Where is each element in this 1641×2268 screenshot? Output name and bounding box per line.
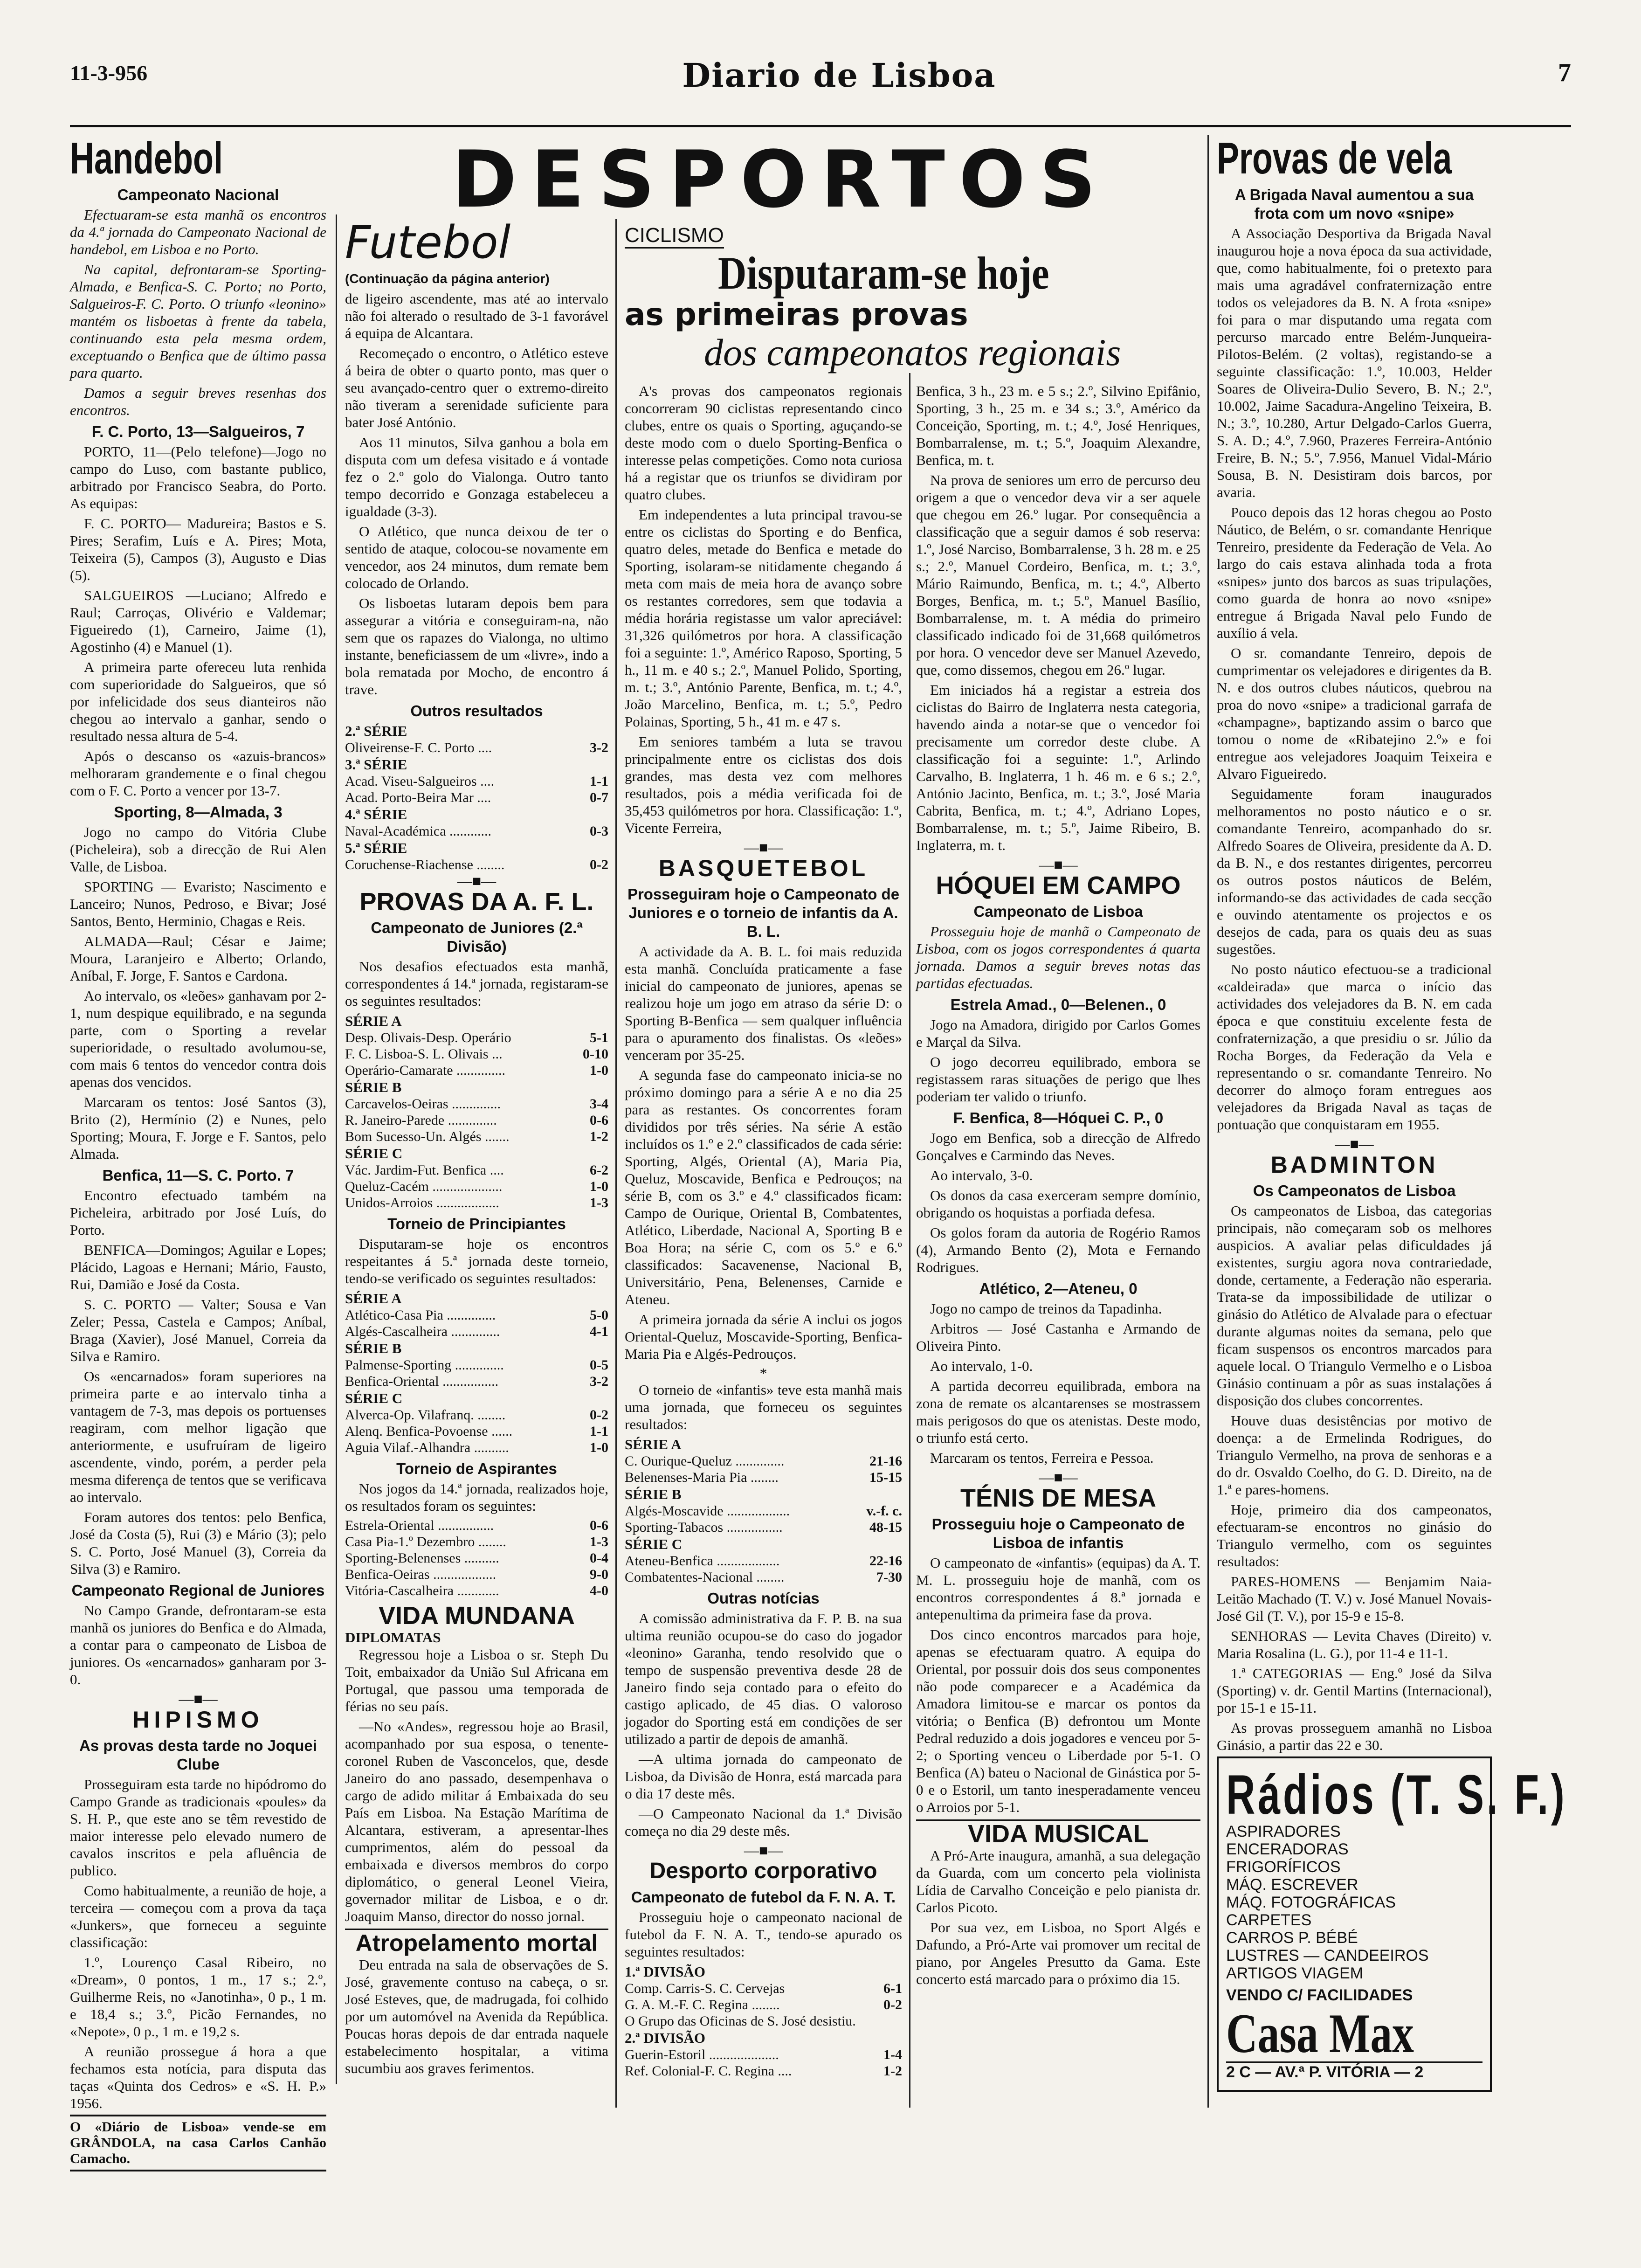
game-heading: F. C. Porto, 13—Salgueiros, 7 (91, 423, 305, 440)
ad-item: CARPETES (1226, 1911, 1312, 1929)
result-row (345, 1439, 608, 1456)
paragraph: Marcaram os tentos: José Santos (3), Brito (2), Hermínio (2) e Nunes, pelo Sporting; Moura, F. Jorge e F. Santos, pelo Almada. (70, 1094, 326, 1162)
paragraph: A actividade da A. B. L. foi mais reduzida esta manhã. Concluída praticamente a fase inicial do campeonato de juniores, apenas se realizou hoje um jogo em atraso da série D: o Sporting B-Benfica — sem qualquer influência para o apuramento dos finalistas. Os «leões» venceram por 35-25. (625, 943, 902, 1063)
result-match: Desp. Olivais-Desp. Operário (345, 1030, 511, 1045)
series-label: 5.ª SÉRIE (345, 840, 407, 856)
result-row (345, 1178, 608, 1195)
ad-item: MÁQ. FOTOGRÁFICAS (1226, 1894, 1396, 1911)
result-score: 21-16 (869, 1453, 902, 1469)
ornament-divider: —■— (744, 1842, 783, 1859)
paragraph: Prosseguiu hoje o campeonato nacional de futebol da F. N. A. T., tendo-se apurado os seguintes resultados: (625, 1909, 902, 1960)
result-row (625, 2047, 902, 2063)
series-label: SÉRIE B (345, 1340, 402, 1356)
results-list (345, 1407, 608, 1456)
result-match: Unidos-Arroios .................. (345, 1195, 499, 1210)
result-row (625, 1519, 902, 1535)
result-match: Comp. Carris-S. C. Cervejas (625, 1981, 785, 1996)
result-score: 1-2 (883, 2063, 902, 2079)
hipismo-title: HIPISMO (132, 1707, 264, 1733)
handebol-lead: Efectuaram-se esta manhã os encontros da 4.ª jornada do Campeonato Nacional de handebol, em Lisboa e no Porto. (70, 207, 326, 257)
paragraph: Após o descanso os «azuis-brancos» melhoraram grandemente e o final chegou com o F. C. Porto a vencer por 13-7. (70, 748, 326, 799)
series-label: 2.ª SÉRIE (345, 723, 407, 739)
result-match: Casa Pia-1.º Dezembro ........ (345, 1534, 506, 1549)
results-list (625, 1980, 902, 2029)
paragraph: Disputaram-se hoje os encontros respeitantes á 5.ª jornada deste torneio, tendo-se verificado os seguintes resultados: (345, 1236, 608, 1286)
continuation-note: (Continuação da página anterior) (345, 271, 550, 286)
page-number: 7 (1558, 58, 1571, 87)
result-score: 1-4 (883, 2047, 902, 2062)
result-match: R. Janeiro-Parede .............. (345, 1113, 497, 1128)
ciclismo-title-2: as primeiras provas (625, 297, 968, 332)
section-banner: DESPORTOS (452, 134, 1110, 225)
result-match: Vitória-Cascalheira ............ (345, 1583, 499, 1598)
section-heading: Outras notícias (707, 1590, 820, 1607)
result-match: Sporting-Belenenses .......... (345, 1550, 499, 1566)
results-list (345, 823, 608, 839)
series-label: SÉRIE C (345, 1390, 403, 1406)
ad-item: ARTIGOS VIAGEM (1226, 1964, 1364, 1982)
ornament-divider: —■— (1335, 1135, 1374, 1152)
result-row (345, 1128, 608, 1145)
vela-column (1217, 133, 1567, 2117)
result-row (345, 1046, 608, 1062)
game-heading: Benfica, 11—S. C. Porto. 7 (102, 1167, 294, 1184)
ad-tagline: VENDO C/ FACILIDADES (1226, 1986, 1413, 2004)
result-score: 9-0 (590, 1567, 608, 1582)
result-score: 0-10 (583, 1046, 608, 1062)
paragraph: F. C. PORTO— Madureira; Bastos e S. Pires; Serafim, Luís e A. Pires; Mota, Teixeira (5), Campos (3), Augusto e Dias (5). (70, 515, 326, 583)
paragraph: Os golos foram da autoria de Rogério Ramos (4), Armando Bento (2), Mota e Fernando Rodrigues. (916, 1224, 1200, 1275)
series-label: SÉRIE A (625, 1436, 682, 1452)
section-heading: Torneio de Aspirantes (396, 1460, 557, 1477)
radio-advertisement (1217, 1756, 1567, 2092)
handebol-column (70, 133, 326, 2166)
paragraph: —O Campeonato Nacional da 1.ª Divisão começa no dia 29 deste mês. (625, 1805, 902, 1839)
futebol-column (345, 216, 608, 2117)
issue-date: 11-3-956 (70, 61, 148, 85)
vela-title: Provas de vela (1217, 133, 1452, 183)
paragraph: Em iniciados há a registar a estreia dos ciclistas do Bairro de Inglaterra nesta categoria, havendo ainda a notar-se que o vencedor foi precisamente um corredor deste clube. A classificação foi a seguinte: 1.º, Arlindo Carvalho, B. Inglaterra, 1 h. 46 m. e 6 s.; 2.º, António Jacinto, Benfica, m. t.; 3.º, José Maria Cabrita, Benfica, m. t.; 4.º, Adriano Lopes, Bombarralense, m. t.; 5.º, Jaime Ribeiro, B. Inglaterra, m. t. (916, 682, 1200, 853)
paragraph: SALGUEIROS —Luciano; Alfredo e Raul; Carroças, Olivério e Valdemar; Figueiredo (1), Carneiro, Jaime (1), Agostinho (4) e Manuel (1). (70, 587, 326, 655)
provas-afl-title: PROVAS DA A. F. L. (359, 888, 594, 916)
results-list (345, 740, 608, 756)
newspaper-name: Diario de Lisboa (682, 56, 996, 95)
result-score: 6-1 (883, 1981, 902, 1996)
paragraph: Deu entrada na sala de observações de S. José, gravemente contuso na cabeça, o sr. José Esteves, que, de madrugada, foi colhido por um automóvel na Avenida da República. Poucas horas depois de dar entrada naquele estabelecimento hospitalar, a vitima sucumbiu aos graves ferimentos. (345, 1957, 608, 2076)
column-divider (1207, 135, 1209, 2108)
paragraph: A segunda fase do campeonato inicia-se no próximo domingo para a série A e no dia 25 para as restantes. Os concorrentes foram divididos por três séries. Na série A estão incluídos os 1.º e 2.º classificados de cada série: Sporting, Algés, Oriental (A), Maria Pia, Queluz, Moscavide, Benfica e Pedrouços; na série B, com os 3.º e 4.º classificados ficam: Campo de Ourique, Oriental B, Combatentes, Atlético, Liberdade, Nacional A, Sporting B e Boa Hora; na série C, com os 5.º e 6.º classificados: Sacavenense, Nacional B, Universitário, Pena, Belenenses, Carnide e Ateneu. (625, 1067, 902, 1307)
result-row (345, 1307, 608, 1323)
hoquei-lead: Prosseguiu hoje de manhã o Campeonato de Lisboa, com os jogos correspondentes á quarta jornada. Damos a seguir breves notas das partidas efectuadas. (916, 923, 1200, 991)
paragraph: Os lisboetas lutaram depois bem para assegurar a vitória e conseguiram-na, não sem que os rapazes do Vialonga, no ultimo instante, beneficiassem de um «livre», indo a bola rematada por Mocho, de encontro á trave. (345, 595, 608, 698)
result-row (345, 1096, 608, 1112)
ornament-divider: —■— (1039, 1469, 1078, 1486)
paragraph: O Atlético, que nunca deixou de ter o sentido de ataque, colocou-se novamente em vencedor, aos 24 minutos, dum remate bem colocado de Orlando. (345, 523, 608, 591)
result-row (345, 1195, 608, 1211)
series-label: SÉRIE A (345, 1290, 402, 1307)
result-score: 1-0 (590, 1440, 608, 1455)
result-row (345, 1407, 608, 1423)
result-match: Estrela-Oriental ................ (345, 1518, 494, 1533)
results-list (345, 857, 608, 873)
result-match: Aguia Vilaf.-Alhandra .......... (345, 1440, 509, 1455)
paragraph: ALMADA—Raul; César e Jaime; Moura, Laranjeiro e Alberto; Orlando, Aníbal, F. Jorge, F. Santos e Cardona. (70, 933, 326, 984)
result-score: 1-0 (590, 1063, 608, 1078)
result-match: Oliveirense-F. C. Porto .... (345, 740, 492, 755)
column-divider (336, 214, 337, 2084)
results-list (345, 1162, 608, 1211)
ornament-divider: —■— (1039, 856, 1078, 873)
ad-item-list (1226, 1823, 1482, 1982)
result-row (625, 1503, 902, 1519)
paragraph: Jogo no campo do Vitória Clube (Picheleira), sob a direcção de Rui Alen Valle, de Lisboa. (70, 824, 326, 875)
result-row (345, 1162, 608, 1178)
result-match: Bom Sucesso-Un. Algés ....... (345, 1129, 510, 1144)
ornament-divider: —■— (457, 872, 496, 889)
result-row (625, 1980, 902, 1997)
handebol-lead-3: Damos a seguir breves resenhas dos encontros. (70, 385, 326, 418)
paragraph: A comissão administrativa da F. P. B. na sua ultima reunião ocupou-se do caso do jogador «leonino» Garanha, tendo resolvido que o tempo de suspensão preventiva desde 28 de Janeiro findo seja contado para o efeito do castigo aplicado, de 45 dias. O valoroso jogador do Sporting está em condições de ser utilizado a partir de depois de amanhã. (625, 1610, 902, 1747)
result-match: Sporting-Tabacos ................ (625, 1520, 783, 1535)
result-match: Guerin-Estoril .................... (625, 2047, 779, 2062)
result-match: Benfica-Oriental ................ (345, 1374, 499, 1389)
paragraph: No posto náutico efectuou-se a tradicional «caldeirada» que marca o início das actividades dos velejadores da B. N. em cada época e que constituiu excelente festa de confraternização, a que presidiu o sr. Júlio da Rocha Borges, da Federação da Vela e representando o sr. comandante Tenreiro. No decorrer do almoço foram entregues aos velejadores da Brigada Naval as taças de pontuação que conquistaram em 1955. (1217, 961, 1492, 1133)
result-match: Benfica-Oeiras .................. (345, 1567, 496, 1582)
results-list (345, 1517, 608, 1599)
result-match: Queluz-Cacém .................... (345, 1179, 503, 1194)
paragraph: As provas prosseguem amanhã no Lisboa Ginásio, a partir das 22 e 30. (1217, 1720, 1492, 1753)
paragraph: Arbitros — José Castanha e Armando de Oliveira Pinto. (916, 1321, 1200, 1354)
paragraph: Marcaram os tentos, Ferreira e Pessoa. (930, 1450, 1154, 1466)
result-row (345, 1030, 608, 1046)
paragraph: O campeonato de «infantis» (equipas) da A. T. M. L. prosseguiu hoje de manhã, com os encontros correspondentes á 8.ª jornada e antepenultima da primeira fase da prova. (916, 1555, 1200, 1623)
result-match: Ref. Colonial-F. C. Regina .... (625, 2063, 792, 2079)
ciclismo-kicker: CICLISMO (625, 224, 724, 249)
series-label: SÉRIE C (625, 1536, 683, 1552)
paragraph: SPORTING — Evaristo; Nascimento e Lanceiro; Nunos, Pedroso, e Bivar; José Santos, Bento, Herminio, Chagas e Reis. (70, 878, 326, 929)
ad-item: ENCERADORAS (1226, 1840, 1349, 1858)
result-score: 0-7 (590, 790, 608, 805)
paragraph: Na prova de seniores um erro de percurso deu origem a que o vencedor deva vir a ser aquele que chegou em 26.º lugar. Por consequência a classificação que a seguir damos é sob reserva: 1.º, José Narciso, Bombarralense, 3 h. 28 m. e 25 s.; 2.º, Manuel Cordeiro, Benfica, m. t.; 3.º, Mário Raimundo, Benfica, m. t.; 4.º, Alberto Borges, Benfica, m. t.; 5.º, Manuel Basílio, Bombarralense, m. t. A média do primeiro classificado indicado foi de 31,668 quilómetros por hora. O vencedor deve ser Manuel Azevedo, que, como dissemos, chegou em 26.º lugar. (916, 472, 1200, 678)
series-label: SÉRIE C (345, 1145, 403, 1162)
results-list (625, 1503, 902, 1535)
paragraph: de ligeiro ascendente, mas até ao intervalo não foi alterado o resultado de 3-1 favorável á equipa de Alcantara. (345, 290, 608, 341)
distribution-note: O «Diário de Lisboa» vende-se em GRÂNDOLA, na casa Carlos Canhão Camacho. (70, 2115, 326, 2171)
basquetebol-subtitle: Prosseguiram hoje o Campeonato de Juniores e o torneio de infantis da A. B. L. (627, 885, 900, 940)
handebol-title: Handebol (70, 133, 223, 183)
result-row (625, 1569, 902, 1585)
result-score: 4-1 (590, 1324, 608, 1339)
result-match: Ateneu-Benfica .................. (625, 1553, 780, 1569)
result-match: Belenenses-Maria Pia ........ (625, 1470, 779, 1485)
result-score: 48-15 (869, 1520, 902, 1535)
game-heading: Estrela Amad., 0—Belenen., 0 (950, 996, 1166, 1013)
result-row (625, 1453, 902, 1469)
paragraph: Em seniores também a luta se travou principalmente entre os ciclistas dos dois grandes, mas desta vez com melhores resultados, pois a média verificada foi de 35,453 quilómetros por hora. Classificação: 1.º, Vicente Ferreira, (625, 733, 902, 836)
atropelamento-title: Atropelamento mortal (345, 1929, 608, 1956)
vela-subtitle: A Brigada Naval aumentou a sua frota com um novo «snipe» (1234, 186, 1474, 222)
handebol-lead-2: Na capital, defrontaram-se Sporting-Almada, e Benfica-S. C. Porto; no Porto, Salgueiros-F. C. Porto. O triunfo «leonino» mantém os lisboetas à frente da tabela, continuando esta pela mesma ordem, exceptuando o Benfica que de último passa para quarto. (70, 261, 326, 381)
ad-address: 2 C — AV.ª P. VITÓRIA — 2 (1226, 2061, 1482, 2081)
result-row (345, 740, 608, 756)
column-divider (615, 219, 617, 2108)
results-list (345, 1357, 608, 1390)
hoquei-title: HÓQUEI EM CAMPO (936, 871, 1181, 899)
result-row (345, 1566, 608, 1583)
paragraph: Jogo no campo de treinos da Tapadinha. (930, 1300, 1162, 1317)
result-score: 0-5 (590, 1357, 608, 1373)
paragraph: Jogo em Benfica, sob a direcção de Alfredo Gonçalves e Carmindo das Neves. (916, 1130, 1200, 1163)
paragraph: O torneio de «infantis» teve esta manhã mais uma jornada, que forneceu os seguintes resultados: (625, 1382, 902, 1432)
series-label: 4.ª SÉRIE (345, 806, 407, 823)
series-label: SÉRIE B (625, 1486, 682, 1502)
paragraph: Houve duas desistências por motivo de doença: a de Ermelinda Rodrigues, do Triangulo Vermelho, na prova de senhoras e a do dr. Osvaldo Coelho, do G. D. Direito, na de 1.ª e pares-homens. (1217, 1412, 1492, 1498)
tenis-subtitle: Prosseguiu hoje o Campeonato de Lisboa de infantis (931, 1515, 1185, 1551)
result-score: 6-2 (590, 1162, 608, 1178)
result-score: 0-6 (590, 1113, 608, 1128)
paragraph: Em independentes a luta principal travou-se entre os ciclistas do Sporting e do Benfica, quatro deles, metade do Benfica e metade do Sporting, isolaram-se nitidamente chegando á meta com mais de meia hora de avanço sobre os restantes corredores, sem que todavia a média horária registasse um valor apreciável: 31,326 quilómetros por hora. A classificação foi a seguinte: 1.º, Américo Raposo, Sporting, 5 h., 11 m. e 40 s.; 2.º, Manuel Polido, Sporting, m. t.; 3.º, António Parente, Benfica, m. t.; 4.º, João Marcelino, Benfica, m. t.; 5.º, Pedro Polainas, Sporting, 5 h., 41 m. e 47 s. (625, 506, 902, 730)
result-match: G. A. M.-F. C. Regina ........ (625, 1997, 780, 2012)
tenis-title: TÉNIS DE MESA (960, 1484, 1157, 1512)
paragraph: 1.º, Lourenço Casal Ribeiro, no «Dream», 0 pontos, 1 m., 17 s.; 2.º, Guilherme Reis, no «Janotinha», 0 p., 1 m. e 18,4 s.; 3.º, Picão Fernandes, no «Nepote», 0 p., 1 m. e 19,2 s. (70, 1954, 326, 2040)
ad-store-name: Casa Max (1226, 2002, 1414, 2064)
paragraph: Encontro efectuado também na Picheleira, arbitrado por José Luís, do Porto. (70, 1187, 326, 1238)
paragraph: S. C. PORTO — Valter; Sousa e Van Zeler; Pessa, Castela e Campos; Aníbal, Braga (Xavier), José Manuel, Correia da Silva e Ramiro. (70, 1296, 326, 1364)
hipismo-subtitle: As provas desta tarde no Joquei Clube (79, 1737, 317, 1773)
result-match: Atlético-Casa Pia .............. (345, 1307, 496, 1323)
paragraph: —A ultima jornada do campeonato de Lisboa, da Divisão de Honra, está marcada para o dia 17 deste mês. (625, 1751, 902, 1802)
paragraph: Benfica, 3 h., 23 m. e 5 s.; 2.º, Silvino Epifânio, Sporting, 3 h., 25 m. e 34 s.; 3.º, Américo da Conceição, Sporting, m. t.; 4.º, José Henriques, Bombarralense, m. t.; 5.º, Joaquim Alexandre, Benfica, m. t. (916, 383, 1200, 468)
ciclismo-title-3: dos campeonatos regionais (704, 331, 1121, 373)
result-match: Algés-Cascalheira .............. (345, 1324, 500, 1339)
result-row (345, 1373, 608, 1390)
paragraph: Aos 11 minutos, Silva ganhou a bola em disputa com um defesa visitado e á vontade fez o 2.º golo do Vialonga. Outro tanto tempo decorrido e Gonzaga estabeleceu a igualdade (3-3). (345, 434, 608, 519)
paragraph: SENHORAS — Levita Chaves (Direito) v. Maria Rosalina (L. G.), por 11-4 e 11-1. (1217, 1628, 1492, 1661)
results-list (345, 1096, 608, 1145)
masthead-rule (70, 125, 1571, 127)
ciclismo-title-1: Disputaram-se hoje (718, 247, 1049, 299)
result-score: 7-30 (876, 1570, 902, 1585)
result-score: 3-2 (590, 740, 608, 755)
hoquei-subtitle: Campeonato de Lisboa (973, 903, 1143, 920)
series-label: 2.ª DIVISÃO (625, 2030, 705, 2046)
masthead (70, 56, 1571, 98)
result-match: Alenq. Benfica-Povoense ...... (345, 1424, 513, 1439)
paragraph: Como habitualmente, a reunião de hoje, a terceira — começou com a prova da taça «Junkers», que forneceu a seguinte classificação: (70, 1882, 326, 1950)
paragraph: Pouco depois das 12 horas chegou ao Posto Náutico, de Belém, o sr. comandante Henrique Tenreiro, presidente da Federação de Vela. Ao largo do cais estava alinhada toda a frota «snipes» junto dos barcos as suas tripulações, como guarda de honra ao novo «snipe» entregue á Brigada Naval pelo Fundo de auxílio á vela. (1217, 504, 1492, 641)
ad-item: FRIGORÍFICOS (1226, 1858, 1341, 1876)
column-divider (909, 373, 910, 2108)
result-row (625, 1469, 902, 1486)
paragraph: PORTO, 11—(Pelo telefone)—Jogo no campo do Luso, com bastante publico, arbitrado por Francisco Seabra, do Porto. As equipas: (70, 443, 326, 512)
paragraph: —No «Andes», regressou hoje ao Brasil, acompanhado por sua esposa, o tenente-coronel Ruben de Vasconcelos, que, desde Janeiro do ano passado, desempenhava o cargo de adido militar á Embaixada do seu País em Lisboa. Na Estação Marítima de Alcantara, estiveram, a apresentar-lhes cumprimentos, além do pessoal da embaixada e diversos membros do corpo diplomático, o general Leonel Vieira, governador militar de Lisboa, e o dr. Joaquim Manso, director do nosso jornal. (345, 1718, 608, 1924)
result-match: Coruchense-Riachense ........ (345, 857, 505, 872)
result-row (345, 857, 608, 873)
paragraph: Dos cinco encontros marcados para hoje, apenas se efectuaram quatro. A equipa do Oriental, por possuir dois dos seus componentes não pode comparecer e a Académica da Amadora limitou-se e marcar os pontos da vitória; o Benfica (B) defrontou um Monte Pedral reduzido a dois jogadores e venceu por 5-2; o Sporting venceu o Liberdade por 5-1. O Benfica (A) bateu o Nacional de Ginástica por 5-0 e o Estoril, um tanto inesperadamente venceu o Arroios por 5-1. (916, 1626, 1200, 1815)
result-score: 0-6 (590, 1518, 608, 1533)
result-row (345, 1583, 608, 1599)
game-heading: Atlético, 2—Ateneu, 0 (979, 1280, 1138, 1297)
badminton-title: BADMINTON (1270, 1152, 1438, 1178)
paragraph: Os «encarnados» foram superiores na primeira parte e ao intervalo tinha a vantagem de 7-3, mas depois os portuenses reagiram, com melhor ligação que anteriormente, e usufruíram de ligeiro ascendente, vindo, porém, a perder pela mesma diferença de tentos que se verificava ao intervalo. (70, 1368, 326, 1505)
result-row (345, 1323, 608, 1340)
results-heading: Outros resultados (410, 702, 543, 719)
game-heading: F. Benfica, 8—Hóquei C. P., 0 (953, 1109, 1164, 1127)
paragraph: O jogo decorreu equilibrado, embora se registassem raras situações de perigo que lhes poderiam ter valido o triunfo. (916, 1054, 1200, 1105)
result-score: v.-f. c. (866, 1503, 902, 1519)
result-match: Acad. Viseu-Salgueiros .... (345, 774, 495, 789)
paragraph: Regressou hoje a Lisboa o sr. Steph Du Toit, embaixador da União Sul Africana em Portugal, que passou uma temporada de férias no seu país. (345, 1646, 608, 1715)
result-match: Vác. Jardim-Fut. Benfica .... (345, 1162, 504, 1178)
paragraph: A reunião prossegue á hora a que fechamos esta notícia, para disputa das taças «Quinta dos Cedros» e «S. H. P.» 1956. (70, 2043, 326, 2111)
result-score: 1-0 (590, 1179, 608, 1194)
section-heading: Campeonato de Juniores (2.ª Divisão) (371, 919, 583, 955)
result-row (625, 2013, 902, 2029)
result-score: 1-3 (590, 1534, 608, 1549)
paragraph: Nos desafios efectuados esta manhã, correspondentes á 14.ª jornada, registaram-se os seguintes resultados: (345, 958, 608, 1009)
section-heading: Torneio de Principiantes (387, 1215, 566, 1232)
result-score: 1-1 (590, 774, 608, 789)
paragraph: PARES-HOMENS — Benjamim Naia-Leitão Machado (T. V.) v. José Manuel Novais-José Gil (T. V.), por 15-9 e 15-8. (1217, 1573, 1492, 1624)
paragraph: Ao intervalo, 3-0. (930, 1167, 1033, 1183)
results-list (625, 1553, 902, 1585)
vida-musical-title: VIDA MUSICAL (916, 1819, 1200, 1847)
result-row (345, 1112, 608, 1128)
result-score: 0-3 (590, 823, 608, 839)
result-score: 3-2 (590, 1374, 608, 1389)
result-row (345, 1423, 608, 1439)
paragraph: A primeira parte ofereceu luta renhida com superioridade do Salgueiros, que só por infelicidade dos seus dianteiros não chegou ao intervalo a ganhar, sendo o resultado nessa altura de 5-4. (70, 659, 326, 744)
result-match: F. C. Lisboa-S. L. Olivais ... (345, 1046, 503, 1062)
paragraph: A Associação Desportiva da Brigada Naval inaugurou hoje a nova época da sua actividade, que, como habitualmente, foi o pretexto para mais uma agradável confraternização entre todos os velejadores da B. N. A frota «snipe» foi para o mar disputando uma regata com percurso marcado entre Belém-Junqueira-Pilotos-Belém. (2 voltas), registando-se a seguinte classificação: 1.º, 10.003, Helder Soares de Oliveira-Dulio Severo, B. N.; 2.º, 10.002, Jaime Sacadura-Angelino Teixeira, B. N.; 3.º, 10.280, Artur Delgado-Carlos Guerra, S. A. D.; 4.º, 7.960, Prazeres Ferreira-António Freire, B. N.; 5.º, 7.956, Manuel Vidal-Mário Sousa, B. N. Desistiram dois barcos, por avaria. (1217, 225, 1492, 500)
result-match: C. Ourique-Queluz .............. (625, 1453, 785, 1469)
badminton-subtitle: Os Campeonatos de Lisboa (1253, 1182, 1456, 1199)
ad-item: ASPIRADORES (1226, 1823, 1341, 1840)
series-label: SÉRIE B (345, 1079, 402, 1095)
paragraph: A Pró-Arte inaugura, amanhã, a sua delegação da Guarda, com um concerto pela violinista Lídia de Carvalho Conceição e pelo pianista dr. Carlos Picoto. (916, 1847, 1200, 1915)
paragraph: Seguidamente foram inaugurados melhoramentos no posto náutico e o sr. comandante Tenreiro, acompanhado do sr. Alfredo Soares de Oliveira, presidente da A. D. da B. N., e dos restantes dirigentes, percorreu os outros postos náuticos de Belém, informando-se das actividades de cada secção e ouvindo atentamente os projectos e os desejos de cada, para os quais deu as suas sugestões. (1217, 786, 1492, 957)
result-match: Algés-Moscavide .................. (625, 1503, 790, 1519)
paragraph: Jogo na Amadora, dirigido por Carlos Gomes e Marçal da Silva. (916, 1016, 1200, 1050)
paragraph: A partida decorreu equilibrada, embora na zona de remate os alcantarenses se mostrassem mais perigosos do que os atenistas. Deste modo, o triunfo está certo. (916, 1378, 1200, 1446)
paragraph: 1.ª CATEGORIAS — Eng.º José da Silva (Sporting) v. dr. Gentil Martins (Internacional), por 15-1 e 15-11. (1217, 1665, 1492, 1716)
result-score: 3-4 (590, 1096, 608, 1112)
result-row (625, 2063, 902, 2079)
result-match: Alverca-Op. Vilafranq. ........ (345, 1407, 506, 1423)
section-label: DIPLOMATAS (345, 1629, 441, 1646)
result-score: 4-0 (590, 1583, 608, 1598)
paragraph: Ao intervalo, os «leões» ganhavam por 2-1, num despique equilibrado, e na segunda parte, com o Sporting a revelar superioridade, o resultado avolumou-se, com mais 6 tentos do vencedor contra dois apenas dos vencidos. (70, 988, 326, 1090)
futebol-title: Futebol (345, 216, 511, 269)
result-score: 1-1 (590, 1424, 608, 1439)
result-score: 0-2 (883, 1997, 902, 2012)
results-list (345, 1030, 608, 1079)
paragraph: A primeira jornada da série A inclui os jogos Oriental-Queluz, Moscavide-Sporting, Benfica-Maria Pia e Algés-Pedrouços. (625, 1311, 902, 1362)
corporativo-title: Desporto corporativo (649, 1859, 877, 1883)
results-list (625, 1453, 902, 1486)
series-label: SÉRIE A (345, 1013, 402, 1029)
result-score: 5-0 (590, 1307, 608, 1323)
paragraph: Prosseguiram esta tarde no hipódromo do Campo Grande as tradicionais «poules» da S. H. P., que este ano se têm revestido de maior interesse pelo elevado numero de cavalos inscritos e pela afluência de publico. (70, 1776, 326, 1879)
basquetebol-column (625, 382, 902, 2117)
result-score: 5-1 (590, 1030, 608, 1045)
asterisk-divider: * (759, 1365, 767, 1382)
game-heading: Sporting, 8—Almada, 3 (114, 803, 283, 821)
result-score: 0-4 (590, 1550, 608, 1566)
result-match: O Grupo das Oficinas de S. José desistiu. (625, 2013, 856, 2029)
result-row (345, 1534, 608, 1550)
result-row (345, 1062, 608, 1079)
result-score: 15-15 (869, 1470, 902, 1485)
ornament-divider: —■— (744, 839, 783, 856)
result-match: Acad. Porto-Beira Mar .... (345, 790, 491, 805)
paragraph: Por sua vez, em Lisboa, no Sport Algés e Dafundo, a Pró-Arte vai promover um recital de piano, por Angeles Presutto da Gama. Este concerto está marcado para o próximo dia 15. (916, 1919, 1200, 1987)
paragraph: Hoje, primeiro dia dos campeonatos, efectuaram-se encontros no ginásio do Triangulo vermelho, com os seguintes resultados: (1217, 1501, 1492, 1570)
paragraph: A's provas dos campeonatos regionais concorreram 90 ciclistas representando cinco clubes, entre os quais o Sporting, aguçando-se deste modo com o duelo Sporting-Benfica o interesse pelas competições. Como nota curiosa há a registar que os triunfos se dividiram por quatro clubes. (625, 383, 902, 503)
paragraph: Os campeonatos de Lisboa, das categorias principais, não começaram sob os melhores auspicios. A avaliar pelas dificuldades já existentes, surgiu agora nova contrariedade, donde, certamente, a Federação não esperaria. Trata-se da impossibilidade de utilizar o ginásio do Atlético de Alvalade para o efectuar durante algumas noites da semana, pelo que ficam suspensos os encontros marcados para aquele local. O Triangulo Vermelho e o Lisboa Ginásio continuam a pôr as suas instalações á disposição dos clubes concorrentes. (1217, 1203, 1492, 1409)
paragraph: Ao intervalo, 1-0. (930, 1358, 1033, 1374)
result-match: Naval-Académica ............ (345, 823, 492, 839)
ad-title: Rádios (T. S. F.) (1226, 1763, 1567, 1826)
result-score: 22-16 (869, 1553, 902, 1569)
result-match: Combatentes-Nacional ........ (625, 1570, 785, 1585)
paragraph: Nos jogos da 14.ª jornada, realizados hoje, os resultados foram os seguintes: (345, 1480, 608, 1514)
paragraph: BENFICA—Domingos; Aguilar e Lopes; Plácido, Lagoas e Hernani; Mário, Fausto, Rui, Damião e José da Costa. (70, 1242, 326, 1293)
vida-mundana-title: VIDA MUNDANA (379, 1602, 575, 1630)
result-row (345, 773, 608, 789)
results-list (345, 1307, 608, 1340)
series-label: 1.ª DIVISÃO (625, 1964, 705, 1980)
result-match: Carcavelos-Oeiras .............. (345, 1096, 501, 1112)
ciclismo-header (625, 224, 1203, 378)
corporativo-subtitle: Campeonato de futebol da F. N. A. T. (631, 1888, 896, 1906)
ad-item: MÁQ. ESCREVER (1226, 1876, 1358, 1894)
section-heading: Campeonato Regional de Juniores (71, 1582, 325, 1599)
series-label: 3.ª SÉRIE (345, 756, 407, 773)
paragraph: Foram autores dos tentos: pelo Benfica, José da Costa (5), Rui (3) e Mário (3); pelo S. C. Porto, José Manuel (3), Correia da Silva (3) e Ramiro. (70, 1509, 326, 1577)
result-score: 0-2 (590, 857, 608, 872)
result-row (625, 1553, 902, 1569)
result-score: 0-2 (590, 1407, 608, 1423)
ad-item: CARROS P. BÉBÉ (1226, 1929, 1358, 1947)
paragraph: O sr. comandante Tenreiro, depois de cumprimentar os velejadores e dirigentes da B. N. e dos outros clubes náuticos, quebrou na proa do novo «snipe» a tradicional garrafa de «champagne», baptizando assim o barco que tomou o nome de «Ribatejino 2.º» e foi entregue aos velejadores Joaquim Teixeira e Alvaro Figueiredo. (1217, 645, 1492, 782)
ad-item: LUSTRES — CANDEEIROS (1226, 1947, 1429, 1964)
results-list (345, 773, 608, 806)
paragraph: No Campo Grande, defrontaram-se esta manhã os juniores do Benfica e do Almada, a contar para o campeonato de Lisboa de juniores. Os «encarnados» ganharam por 3-0. (70, 1602, 326, 1687)
result-row (345, 1550, 608, 1566)
hoquei-column (916, 382, 1200, 2117)
result-row (345, 1517, 608, 1534)
result-score: 1-3 (590, 1195, 608, 1210)
handebol-subtitle: Campeonato Nacional (117, 186, 279, 203)
result-match: Palmense-Sporting .............. (345, 1357, 504, 1373)
paragraph: Recomeçado o encontro, o Atlético esteve á beira de obter o quarto ponto, mas quer o seu avançado-centro quer o extremo-direito não tiveram a serenidade suficiente para bater José António. (345, 345, 608, 430)
results-list (625, 2047, 902, 2079)
result-score: 1-2 (590, 1129, 608, 1144)
basquetebol-title: BASQUETEBOL (658, 855, 869, 881)
result-match: Operário-Camarate .............. (345, 1063, 506, 1078)
ornament-divider: —■— (179, 1690, 218, 1707)
result-row (625, 1997, 902, 2013)
paragraph: Os donos da casa exerceram sempre domínio, obrigando os hoquistas a porfiada defesa. (916, 1187, 1200, 1221)
result-row (345, 789, 608, 806)
result-row (345, 1357, 608, 1373)
result-row (345, 823, 608, 839)
